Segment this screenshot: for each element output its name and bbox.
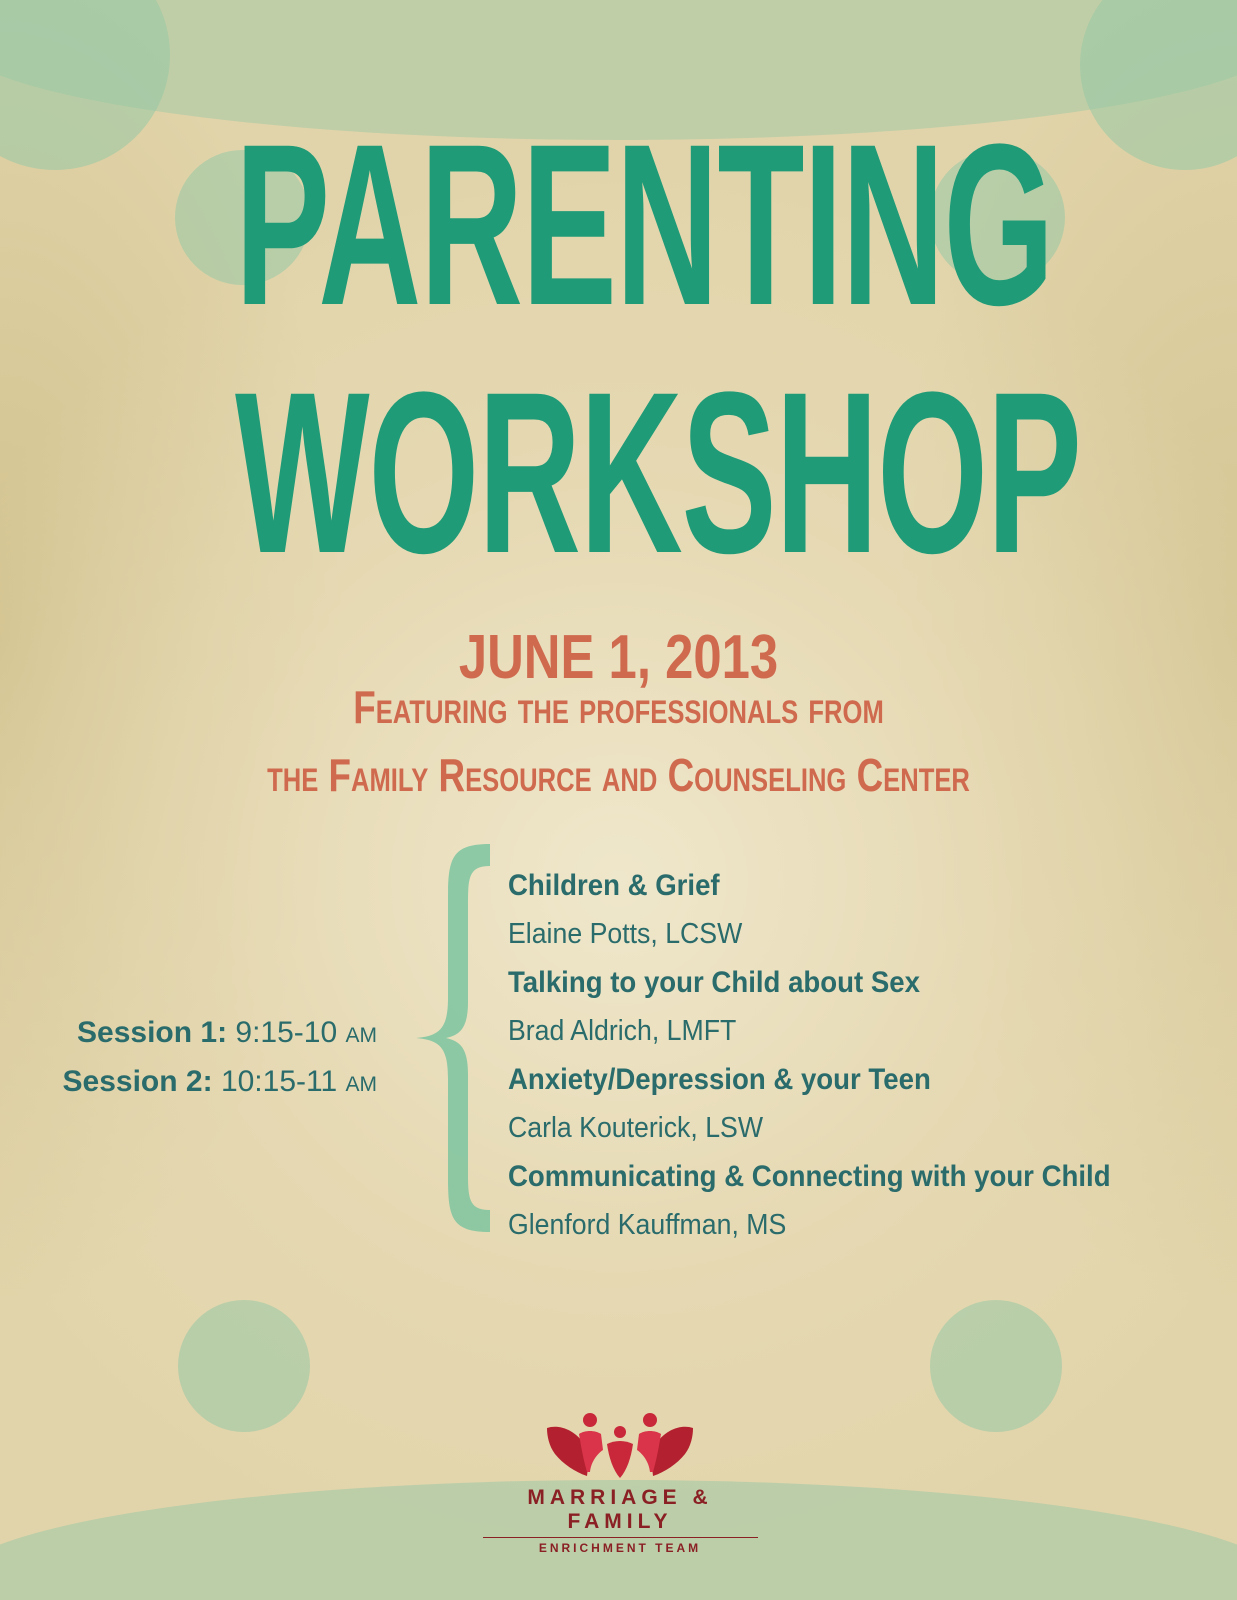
topic-presenter: Elaine Potts, LCSW — [508, 918, 743, 950]
logo-divider — [483, 1537, 758, 1538]
topic-title: Talking to your Child about Sex — [508, 966, 920, 999]
curly-brace-icon — [412, 838, 492, 1238]
topic-item — [508, 862, 1163, 959]
decorative-circle — [0, 0, 170, 170]
title-line-1: PARENTING — [235, 96, 1054, 353]
decorative-circle — [930, 1300, 1062, 1432]
featuring-line-1: Featuring the professionals from — [353, 681, 884, 733]
topic-item — [508, 959, 1163, 1056]
organization-logo — [470, 1410, 770, 1555]
topic-title: Children & Grief — [508, 869, 720, 902]
topic-presenter: Brad Aldrich, LMFT — [508, 1015, 737, 1047]
decorative-circle — [178, 1300, 310, 1432]
logo-subtitle: ENRICHMENT TEAM — [538, 1541, 702, 1555]
featuring-line-2: the Family Resource and Counseling Center — [267, 749, 970, 801]
topic-presenter: Carla Kouterick, LSW — [508, 1112, 764, 1144]
logo-name: MARRIAGE & FAMILY — [527, 1486, 713, 1533]
title-line-2: WORKSHOP — [235, 344, 1081, 601]
decorative-circle — [1080, 0, 1237, 170]
session-times — [63, 1010, 377, 1108]
session-label: Session 2: — [62, 1065, 213, 1098]
topic-title: Communicating & Connecting with your Child — [508, 1160, 1111, 1193]
session-ampm: AM — [345, 1073, 377, 1096]
session-row — [63, 1059, 377, 1108]
session-ampm: AM — [345, 1024, 377, 1047]
family-figures-icon — [545, 1410, 695, 1482]
session-time: 10:15-11 — [220, 1065, 338, 1098]
topic-item — [508, 1056, 1163, 1153]
topic-presenter: Glenford Kauffman, MS — [508, 1209, 787, 1241]
topic-item — [508, 1153, 1163, 1250]
event-date: JUNE 1, 2013 — [458, 623, 779, 692]
session-label: Session 1: — [77, 1016, 228, 1049]
session-time: 9:15-10 — [235, 1016, 338, 1049]
session-row — [63, 1010, 377, 1059]
topic-title: Anxiety/Depression & your Teen — [508, 1063, 931, 1096]
topic-list — [508, 862, 1163, 1250]
